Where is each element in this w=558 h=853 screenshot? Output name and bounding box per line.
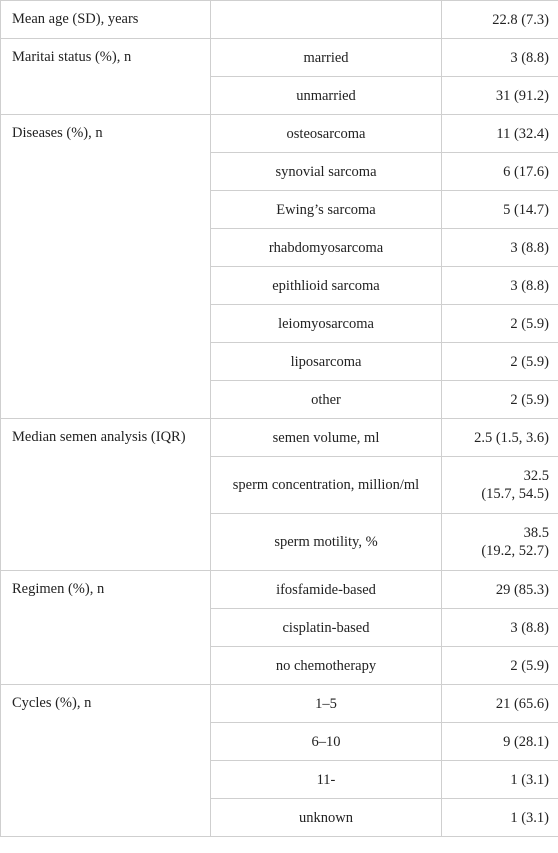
row-category: rhabdomyosarcoma <box>211 229 442 267</box>
table-row <box>1 1 558 39</box>
row-value: 2 (5.9) <box>442 647 558 685</box>
row-value: 2 (5.9) <box>442 381 558 419</box>
row-category: ifosfamide-based <box>211 571 442 609</box>
row-label: Median semen analysis (IQR) <box>1 419 211 571</box>
table-row <box>1 685 558 723</box>
row-value: 1 (3.1) <box>442 761 558 799</box>
row-value: 3 (8.8) <box>442 609 558 647</box>
row-category: 1–5 <box>211 685 442 723</box>
row-value: 2 (5.9) <box>442 343 558 381</box>
value-line: (19.2, 52.7) <box>481 543 549 559</box>
row-category: other <box>211 381 442 419</box>
row-label: Cycles (%), n <box>1 685 211 837</box>
row-value: 29 (85.3) <box>442 571 558 609</box>
row-value: 11 (32.4) <box>442 115 558 153</box>
row-value: 5 (14.7) <box>442 191 558 229</box>
row-value: 3 (8.8) <box>442 229 558 267</box>
row-value: 21 (65.6) <box>442 685 558 723</box>
row-value: 22.8 (7.3) <box>442 1 558 39</box>
row-value: 3 (8.8) <box>442 267 558 305</box>
row-category: 6–10 <box>211 723 442 761</box>
table-row <box>1 571 558 609</box>
row-category <box>211 1 442 39</box>
row-category: no chemotherapy <box>211 647 442 685</box>
row-value: 9 (28.1) <box>442 723 558 761</box>
row-category: married <box>211 39 442 77</box>
value-line: 38.5 <box>523 525 549 541</box>
row-value: 2.5 (1.5, 3.6) <box>442 419 558 457</box>
row-label: Regimen (%), n <box>1 571 211 685</box>
table-row <box>1 419 558 457</box>
row-value: 6 (17.6) <box>442 153 558 191</box>
row-label: Mean age (SD), years <box>1 1 211 39</box>
row-value: 3 (8.8) <box>442 39 558 77</box>
row-category: sperm motility, % <box>211 514 442 571</box>
table-row <box>1 39 558 77</box>
value-line: 32.5 <box>523 468 549 484</box>
row-category: cisplatin-based <box>211 609 442 647</box>
row-category: unknown <box>211 799 442 837</box>
row-value: 1 (3.1) <box>442 799 558 837</box>
row-label: Maritai status (%), n <box>1 39 211 115</box>
row-category: osteosarcoma <box>211 115 442 153</box>
row-label: Diseases (%), n <box>1 115 211 419</box>
row-category: Ewing’s sarcoma <box>211 191 442 229</box>
table-row <box>1 115 558 153</box>
value-line: (15.7, 54.5) <box>481 486 549 502</box>
row-category: liposarcoma <box>211 343 442 381</box>
row-category: epithlioid sarcoma <box>211 267 442 305</box>
row-category: semen volume, ml <box>211 419 442 457</box>
row-value: 31 (91.2) <box>442 77 558 115</box>
row-category: synovial sarcoma <box>211 153 442 191</box>
row-category: 11- <box>211 761 442 799</box>
row-value <box>442 457 558 514</box>
row-value <box>442 514 558 571</box>
row-value: 2 (5.9) <box>442 305 558 343</box>
row-category: leiomyosarcoma <box>211 305 442 343</box>
row-category: sperm concentration, million/ml <box>211 457 442 514</box>
row-category: unmarried <box>211 77 442 115</box>
